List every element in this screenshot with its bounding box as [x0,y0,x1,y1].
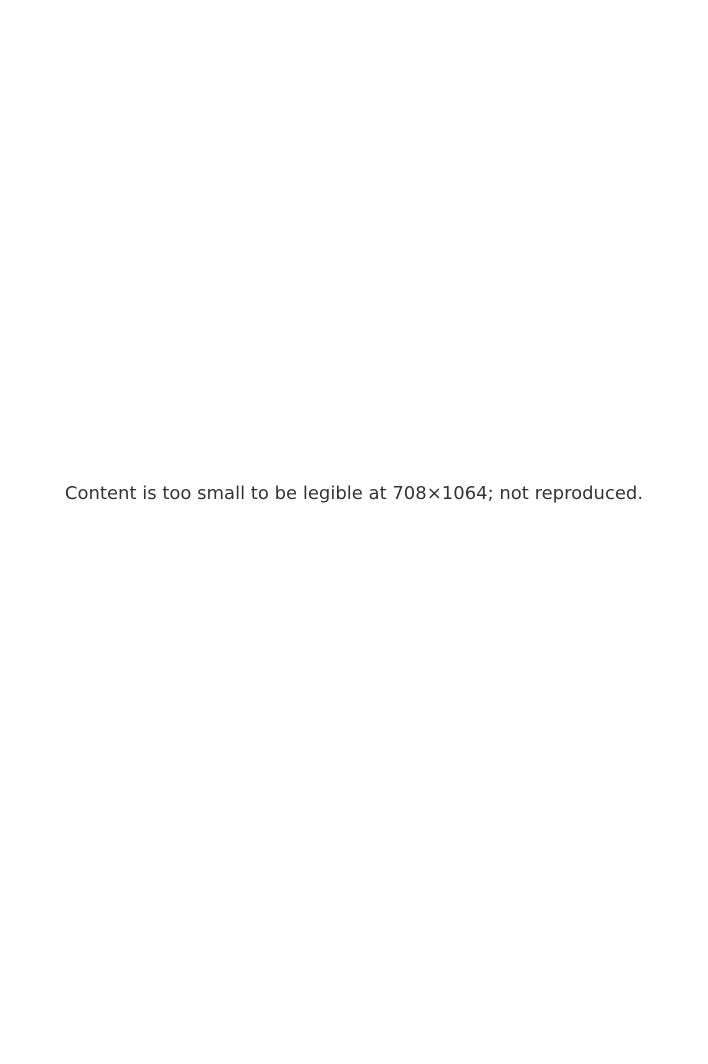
notice-text: Content is too small to be legible at 708×1064; not reproduced. [64,483,644,504]
